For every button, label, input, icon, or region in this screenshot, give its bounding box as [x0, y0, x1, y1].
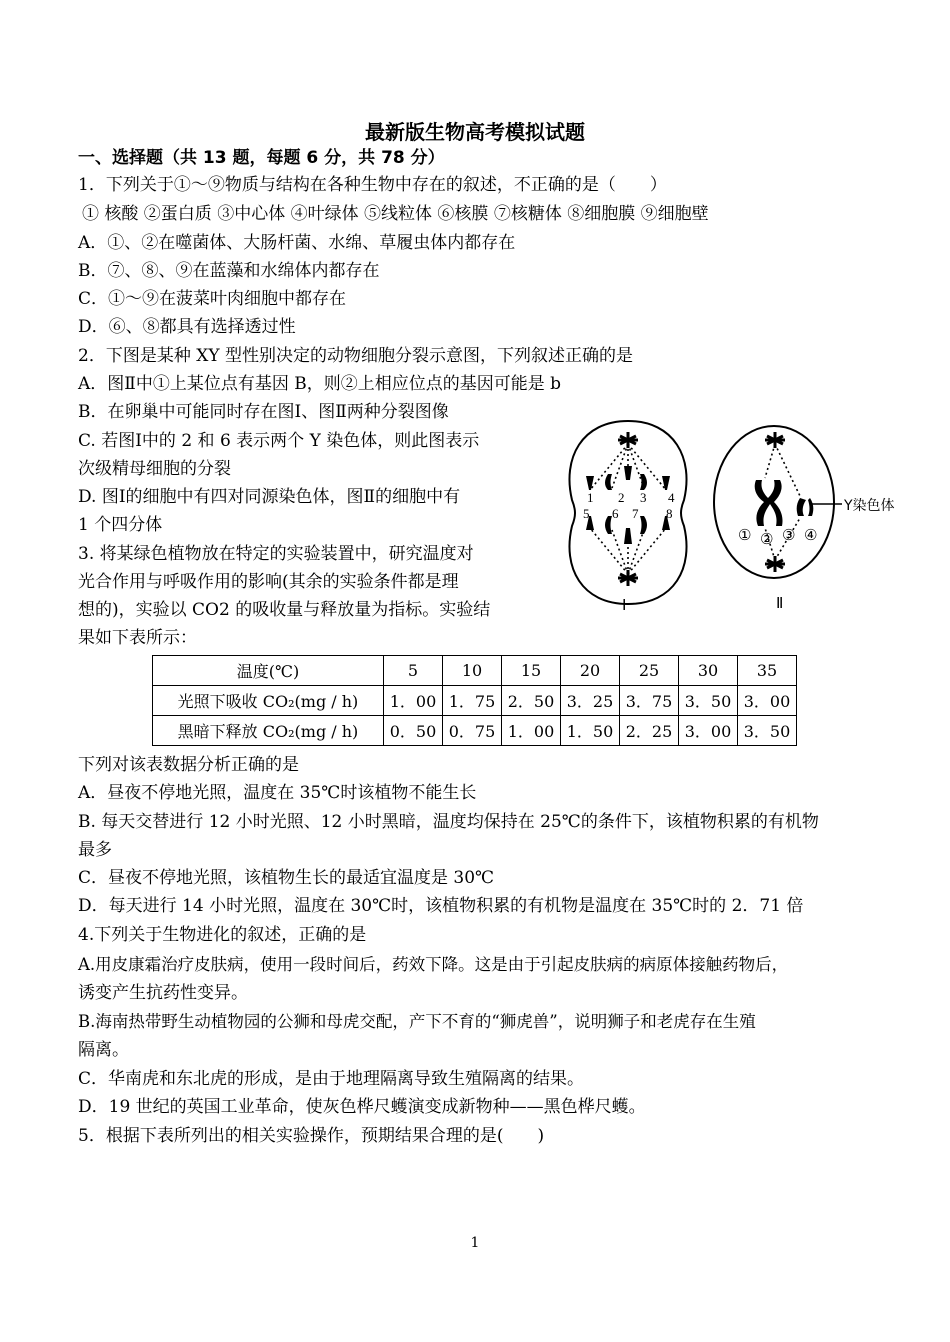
- question-3-option-c: C．昼夜不停地光照，该植物生长的最适宜温度是 30℃: [78, 868, 495, 888]
- chromatid-number: ③: [782, 526, 796, 544]
- question-3-stem-line2: 光合作用与呼吸作用的影响(其余的实验条件都是理: [78, 572, 459, 592]
- question-3-stem-line3: 想的)，实验以 CO2 的吸收量与释放量为指标。实验结: [78, 600, 491, 620]
- table-header-cell: 温度(℃): [153, 656, 384, 686]
- table-cell: 3．50: [679, 686, 738, 716]
- y-chromosome-label: Y染色体: [844, 498, 895, 514]
- question-3-prompt: 下列对该表数据分析正确的是: [78, 755, 299, 775]
- table-row: [153, 656, 797, 686]
- table-row: [153, 716, 797, 746]
- table-cell: 2．50: [502, 686, 561, 716]
- table-cell: 1．50: [561, 716, 620, 746]
- chromatid-number: ②: [760, 530, 774, 548]
- question-5-stem: 5．根据下表所列出的相关实验操作，预期结果合理的是( ): [78, 1126, 545, 1146]
- table-cell: 20: [561, 656, 620, 686]
- chromosome-number: 5: [583, 506, 590, 521]
- question-3-option-a: A．昼夜不停地光照，温度在 35℃时该植物不能生长: [78, 783, 477, 803]
- question-3-stem: 3. 将某绿色植物放在特定的实验装置中，研究温度对: [78, 544, 474, 564]
- question-4-option-b: B.海南热带野生动植物园的公狮和母虎交配，产下不育的“狮虎兽”，说明狮子和老虎存在生殖: [78, 1012, 756, 1031]
- question-1-items: ① 核酸 ②蛋白质 ③中心体 ④叶绿体 ⑤线粒体 ⑥核膜 ⑦核糖体 ⑧细胞膜 ⑨细胞壁: [82, 204, 709, 224]
- temperature-co2-table: [152, 655, 797, 746]
- question-4-option-c: C．华南虎和东北虎的形成，是由于地理隔离导致生殖隔离的结果。: [78, 1069, 585, 1089]
- spindle-fibers-i: [590, 444, 666, 574]
- table-cell: 5: [384, 656, 443, 686]
- question-4-option-a-cont: 诱变产生抗药性变异。: [78, 983, 248, 1003]
- question-1-option-d: D．⑥、⑧都具有选择透过性: [78, 317, 296, 337]
- table-cell: 3．25: [561, 686, 620, 716]
- table-cell: 1．00: [502, 716, 561, 746]
- chromosome-number: 7: [632, 506, 639, 521]
- page-number: 1: [470, 1235, 480, 1251]
- question-4-option-b-cont: 隔离。: [78, 1040, 129, 1060]
- table-row-label: 光照下吸收 CO₂(mg / h): [153, 686, 384, 716]
- table-cell: 0．50: [384, 716, 443, 746]
- table-cell: 10: [443, 656, 502, 686]
- question-1-stem: 1．下列关于①～⑨物质与结构在各种生物中存在的叙述，不正确的是（ ）: [78, 175, 667, 195]
- question-4-option-a: A.用皮康霜治疗皮肤病，使用一段时间后，药效下降。这是由于引起皮肤病的病原体接触药物后，: [78, 955, 789, 974]
- table-cell: 3．00: [738, 686, 797, 716]
- table-cell: 0．75: [443, 716, 502, 746]
- table-cell: 1．00: [384, 686, 443, 716]
- question-2-option-d-cont: 1 个四分体: [78, 515, 163, 535]
- figure-label-i: Ⅰ: [622, 598, 627, 614]
- chromosomes-i-bottom: [586, 516, 670, 544]
- question-2-option-a: A．图Ⅱ中①上某位点有基因 B，则②上相应位点的基因可能是 b: [78, 374, 562, 394]
- table-cell: 30: [679, 656, 738, 686]
- question-2-option-b: B．在卵巢中可能同时存在图Ⅰ、图Ⅱ两种分裂图像: [78, 402, 449, 422]
- question-3-stem-line4: 果如下表所示：: [78, 628, 197, 648]
- chromosome-number: 3: [640, 490, 647, 505]
- table-row-label: 黑暗下释放 CO₂(mg / h): [153, 716, 384, 746]
- question-3-option-b: B. 每天交替进行 12 小时光照、12 小时黑暗，温度均保持在 25℃的条件下，该植物积累的有机物: [78, 812, 819, 832]
- chromatid-number: ④: [804, 526, 818, 544]
- chromosome-number: 2: [618, 490, 625, 505]
- question-3-option-d: D．每天进行 14 小时光照，温度在 30℃时，该植物积累的有机物是温度在 35℃时的 2．71 倍: [78, 896, 804, 916]
- figure-label-ii: Ⅱ: [776, 596, 784, 612]
- question-2-stem: 2．下图是某种 XY 型性别决定的动物细胞分裂示意图，下列叙述正确的是: [78, 346, 633, 366]
- question-2-option-d: D. 图Ⅰ的细胞中有四对同源染色体，图Ⅱ的细胞中有: [78, 487, 461, 507]
- question-4-stem: 4.下列关于生物进化的叙述，正确的是: [78, 925, 367, 945]
- chromosomes-i-top: [586, 466, 670, 490]
- table-cell: 3．75: [620, 686, 679, 716]
- table-cell: 1．75: [443, 686, 502, 716]
- chromosome-number: 1: [587, 490, 594, 505]
- table-cell: 2．25: [620, 716, 679, 746]
- chromatid-number: ①: [738, 526, 752, 544]
- table-row: [153, 686, 797, 716]
- question-1-option-c: C．①～⑨在菠菜叶肉细胞中都存在: [78, 289, 347, 309]
- chromosome-number: 6: [612, 506, 619, 521]
- table-cell: 3．00: [679, 716, 738, 746]
- question-3-option-b-cont: 最多: [78, 840, 112, 860]
- question-1-option-b: B．⑦、⑧、⑨在蓝藻和水绵体内都存在: [78, 261, 380, 281]
- question-4-option-d: D．19 世纪的英国工业革命，使灰色桦尺蠖演变成新物种——黑色桦尺蠖。: [78, 1097, 646, 1117]
- cell-division-figure: [560, 418, 930, 622]
- table-cell: 35: [738, 656, 797, 686]
- question-2-option-c: C. 若图Ⅰ中的 2 和 6 表示两个 Y 染色体，则此图表示: [78, 431, 480, 451]
- section-heading: 一、选择题（共 13 题，每题 6 分，共 78 分）: [78, 148, 445, 168]
- question-2-option-c-cont: 次级精母细胞的分裂: [78, 459, 231, 479]
- page-title: 最新版生物高考模拟试题: [365, 120, 585, 144]
- table-cell: 25: [620, 656, 679, 686]
- chromosome-number: 4: [668, 490, 675, 505]
- chromosome-number: 8: [666, 506, 673, 521]
- table-cell: 3．50: [738, 716, 797, 746]
- question-1-option-a: A．①、②在噬菌体、大肠杆菌、水绵、草履虫体内都存在: [78, 233, 516, 253]
- tetrad-ii: [755, 480, 814, 526]
- table-cell: 15: [502, 656, 561, 686]
